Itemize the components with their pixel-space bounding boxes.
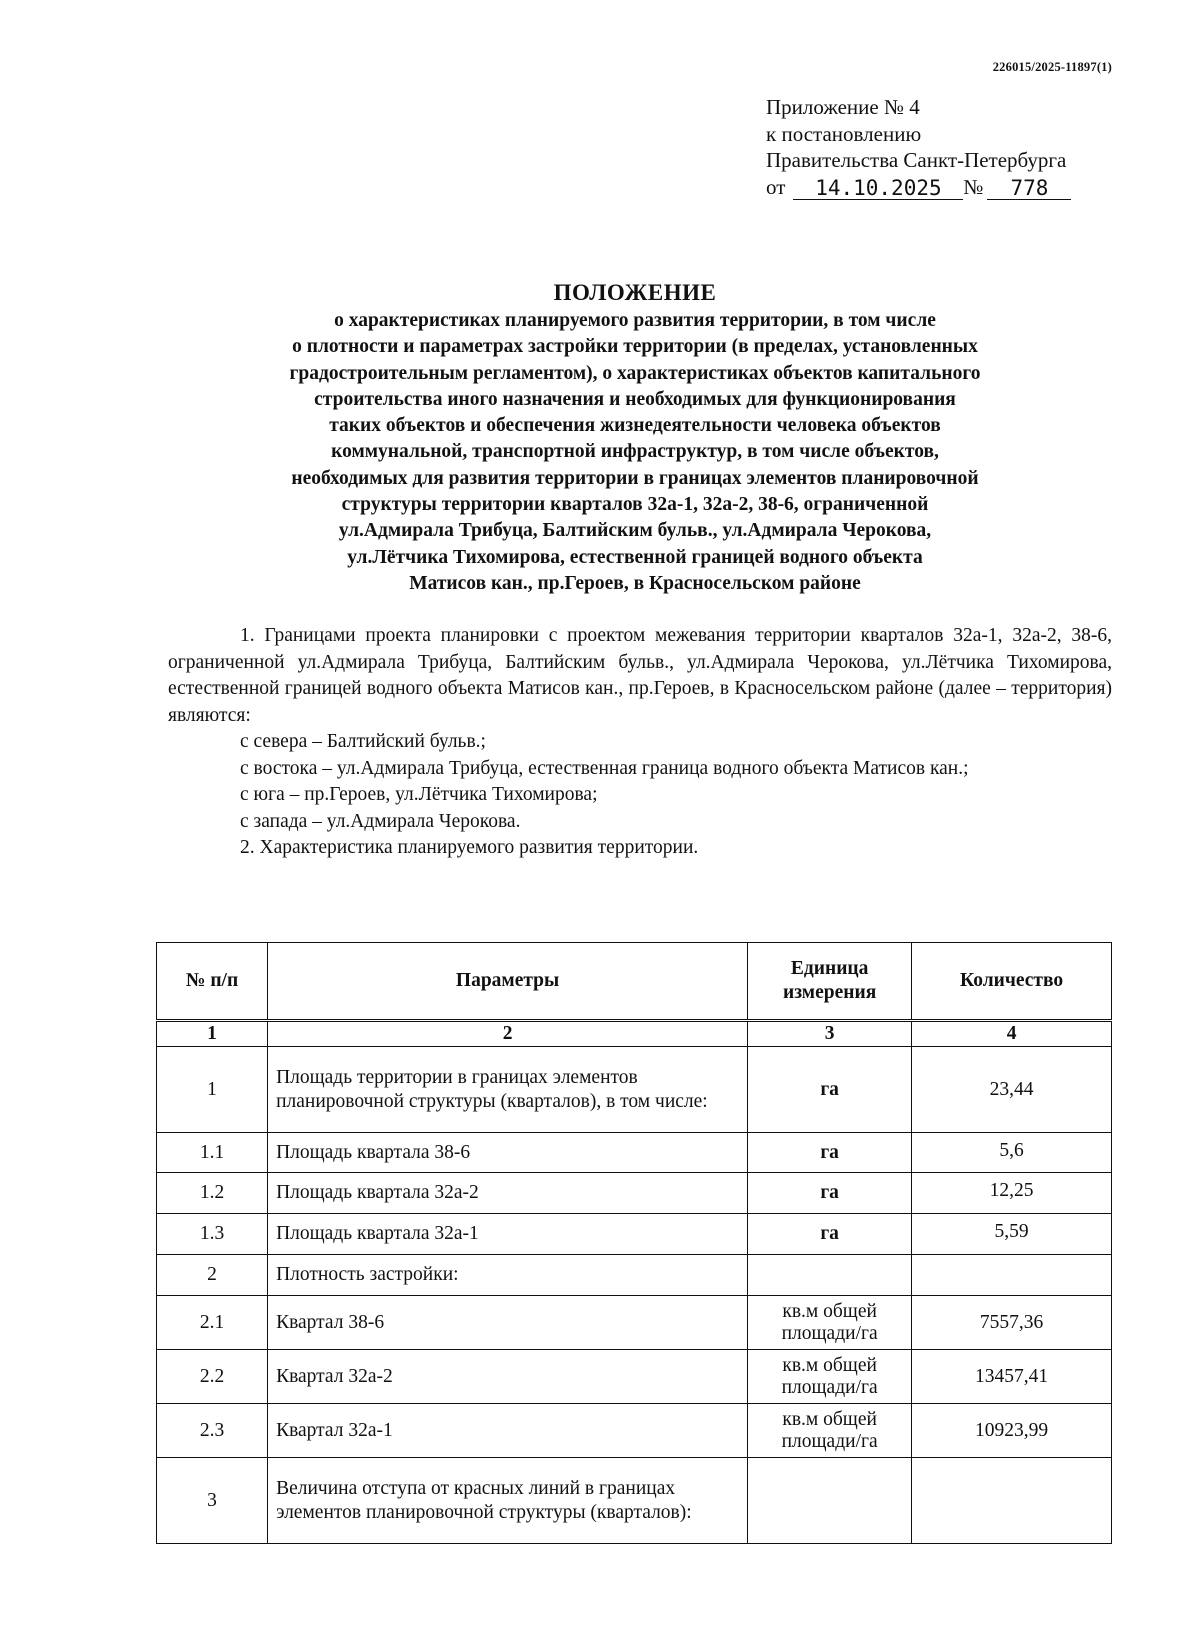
subtitle-line: ул.Лётчика Тихомирова, естественной границей водного объекта: [347, 546, 923, 568]
table-row: [157, 1133, 1112, 1173]
paragraph-boundaries: 1. Границами проекта планировки с проектом межевания территории кварталов 32а-1, 32а-2, 38-6, ограниченной ул.Адмирала Трибуца, Балтийским бульв., ул.Адмирала Черокова, ул.Лётчика Тихомирова, естественной границей водного объекта Матисов кан., пр.Героев, в Красносельском районе (далее – территория) являются:: [168, 625, 1112, 726]
row-parameter: Величина отступа от красных линий в границах элементов планировочной структуры (кварталов):: [268, 1458, 748, 1544]
subtitle-line: коммунальной, транспортной инфраструктур, в том числе объектов,: [331, 441, 939, 463]
row-quantity: 13457,41: [912, 1350, 1112, 1404]
header-unit: Единица измерения: [748, 943, 912, 1021]
row-unit: кв.м общей площади/га: [748, 1404, 912, 1458]
index-cell: 2: [268, 1021, 748, 1047]
parameters-table: [156, 942, 1112, 1544]
resolution-date: 14.10.2025: [793, 177, 963, 200]
subtitle-line: о плотности и параметрах застройки территории (в пределах, установленных: [292, 336, 978, 358]
row-parameter: Площадь квартала 32а-2: [268, 1173, 748, 1214]
row-quantity: 5,59: [912, 1214, 1112, 1255]
document-title: ПОЛОЖЕНИЕ: [553, 280, 717, 305]
index-cell: 3: [748, 1021, 912, 1047]
row-quantity: [912, 1255, 1112, 1296]
boundary-north: с севера – Балтийский бульв.;: [240, 731, 486, 752]
from-label: от: [766, 174, 786, 199]
row-number: 1.2: [157, 1173, 268, 1214]
boundary-south: с юга – пр.Героев, ул.Лётчика Тихомирова;: [240, 784, 598, 805]
appendix-resolution-ref: к постановлению: [766, 121, 922, 146]
table-row: [157, 1255, 1112, 1296]
appendix-header: [766, 94, 1126, 200]
document-registration-id: 226015/2025-11897(1): [992, 60, 1112, 74]
boundary-east: с востока – ул.Адмирала Трибуца, естественная граница водного объекта Матисов кан.;: [240, 757, 969, 779]
table-header-row: [157, 943, 1112, 1021]
row-parameter: Квартал 38-6: [268, 1296, 748, 1350]
document-body: [168, 623, 1112, 862]
row-number: 1.3: [157, 1214, 268, 1255]
appendix-government: Правительства Санкт-Петербурга: [766, 148, 1067, 172]
row-quantity: 10923,99: [912, 1404, 1112, 1458]
subtitle-line: Матисов кан., пр.Героев, в Красносельском районе: [409, 572, 861, 594]
row-parameter: Плотность застройки:: [268, 1255, 748, 1296]
table-row: [157, 1173, 1112, 1214]
row-unit: га: [748, 1133, 912, 1173]
subtitle-line: градостроительным регламентом), о характеристиках объектов капитального: [289, 362, 981, 384]
row-number: 2.3: [157, 1404, 268, 1458]
paragraph-characteristics: 2. Характеристика планируемого развития территории.: [240, 837, 699, 858]
number-label: №: [963, 174, 984, 199]
row-number: 2: [157, 1255, 268, 1296]
table-row: [157, 1047, 1112, 1133]
subtitle-line: ул.Адмирала Трибуца, Балтийским бульв., ул.Адмирала Черокова,: [338, 520, 932, 542]
subtitle-line: о характеристиках планируемого развития территории, в том числе: [334, 310, 936, 331]
header-quantity: Количество: [912, 943, 1112, 1021]
subtitle-line: строительства иного назначения и необходимых для функционирования: [314, 388, 956, 410]
subtitle-line: таких объектов и обеспечения жизнедеятельности человека объектов: [329, 415, 941, 437]
row-quantity: 7557,36: [912, 1296, 1112, 1350]
table-row: [157, 1458, 1112, 1544]
row-number: 2.1: [157, 1296, 268, 1350]
header-parameters: Параметры: [268, 943, 748, 1021]
row-number: 2.2: [157, 1350, 268, 1404]
index-cell: 1: [157, 1021, 268, 1047]
row-parameter: Квартал 32а-2: [268, 1350, 748, 1404]
row-quantity: 5,6: [912, 1133, 1112, 1173]
row-unit: га: [748, 1173, 912, 1214]
row-number: 3: [157, 1458, 268, 1544]
table-row: [157, 1404, 1112, 1458]
document-subtitle: [170, 308, 1100, 597]
row-unit: [748, 1458, 912, 1544]
row-parameter: Площадь квартала 38-6: [268, 1133, 748, 1173]
row-parameter: Квартал 32а-1: [268, 1404, 748, 1458]
appendix-number: Приложение № 4: [766, 95, 920, 119]
table-row: [157, 1296, 1112, 1350]
row-quantity: 12,25: [912, 1173, 1112, 1214]
table-row: [157, 1214, 1112, 1255]
resolution-number: 778: [987, 177, 1071, 200]
table-index-row: [157, 1021, 1112, 1047]
row-parameter: Площадь территории в границах элементов планировочной структуры (кварталов), в том числе:: [268, 1047, 748, 1133]
boundary-west: с запада – ул.Адмирала Черокова.: [240, 810, 521, 832]
row-unit: кв.м общей площади/га: [748, 1350, 912, 1404]
appendix-date-line: [766, 174, 1126, 201]
row-quantity: 23,44: [912, 1047, 1112, 1133]
row-parameter: Площадь квартала 32а-1: [268, 1214, 748, 1255]
index-cell: 4: [912, 1021, 1112, 1047]
row-unit: [748, 1255, 912, 1296]
header-number: № п/п: [157, 943, 268, 1021]
table-row: [157, 1350, 1112, 1404]
row-unit: га: [748, 1047, 912, 1133]
row-unit: кв.м общей площади/га: [748, 1296, 912, 1350]
row-number: 1.1: [157, 1133, 268, 1173]
row-unit: га: [748, 1214, 912, 1255]
row-quantity: [912, 1458, 1112, 1544]
document-title-block: [170, 278, 1100, 597]
row-number: 1: [157, 1047, 268, 1133]
subtitle-line: необходимых для развития территории в границах элементов планировочной: [291, 467, 979, 489]
subtitle-line: структуры территории кварталов 32а-1, 32а-2, 38-6, ограниченной: [341, 494, 929, 516]
